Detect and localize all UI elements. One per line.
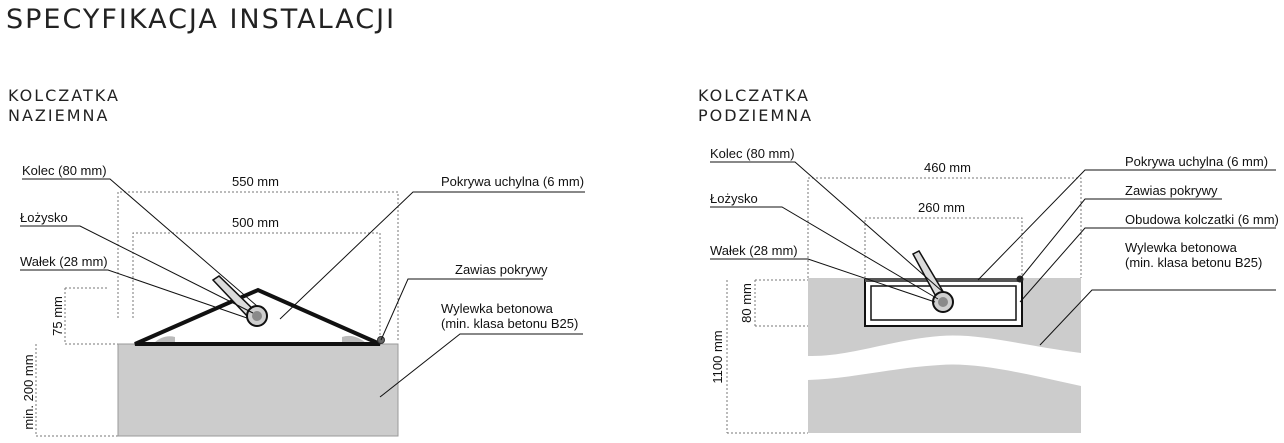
section-title-line2: PODZIEMNA	[698, 106, 814, 125]
dimension-height-line	[65, 288, 133, 344]
tilting-cover	[865, 278, 1022, 282]
dimension-inner-width-line	[865, 218, 1022, 278]
section-title-line2: NAZIEMNA	[8, 106, 110, 125]
page-title: SPECYFIKACJA INSTALACJI	[6, 4, 397, 35]
label-spike: Kolec (80 mm)	[710, 146, 795, 161]
concrete-block	[118, 344, 398, 436]
label-spike: Kolec (80 mm)	[22, 163, 107, 178]
label-cover: Pokrywa uchylna (6 mm)	[441, 174, 585, 189]
diagram-naziemna	[20, 163, 585, 436]
dimension-outer-width: 550 mm	[232, 174, 279, 189]
dimension-height: 75 mm	[50, 296, 65, 336]
section-title-line1: KOLCZATKA	[698, 86, 810, 105]
label-hinge: Zawias pokrywy	[455, 262, 548, 277]
label-housing: Obudowa kolczatki (6 mm)	[1125, 212, 1279, 227]
label-shaft: Wałek (28 mm)	[710, 243, 798, 258]
label-hinge: Zawias pokrywy	[1125, 183, 1218, 198]
dimension-base-depth-line	[36, 344, 118, 436]
bearing	[252, 311, 262, 321]
diagram-podziemna	[710, 146, 1279, 433]
dimension-outer-width-line	[808, 178, 1081, 278]
dimension-outer-width: 460 mm	[924, 160, 971, 175]
section-title-line1: KOLCZATKA	[8, 86, 120, 105]
label-bearing: Łożysko	[710, 191, 758, 206]
label-concrete-line2: (min. klasa betonu B25)	[441, 316, 579, 331]
label-shaft: Wałek (28 mm)	[20, 254, 108, 269]
bearing	[938, 297, 948, 307]
dimension-depth: 1100 mm	[710, 330, 725, 384]
concrete-lower	[808, 365, 1081, 433]
label-concrete-line1: Wylewka betonowa	[441, 301, 553, 316]
dimension-inner-width: 260 mm	[918, 200, 965, 215]
label-cover: Pokrywa uchylna (6 mm)	[1125, 154, 1269, 169]
leader-spike	[710, 162, 943, 292]
dimension-inner-width: 500 mm	[232, 215, 279, 230]
dimension-height: 80 mm	[739, 283, 754, 323]
label-concrete-line1: Wylewka betonowa	[1125, 240, 1237, 255]
label-bearing: Łożysko	[20, 210, 68, 225]
leader-cover	[280, 192, 585, 319]
dimension-base-depth: min. 200 mm	[21, 354, 36, 430]
leader-concrete	[380, 334, 583, 397]
label-concrete-line2: (min. klasa betonu B25)	[1125, 255, 1263, 270]
